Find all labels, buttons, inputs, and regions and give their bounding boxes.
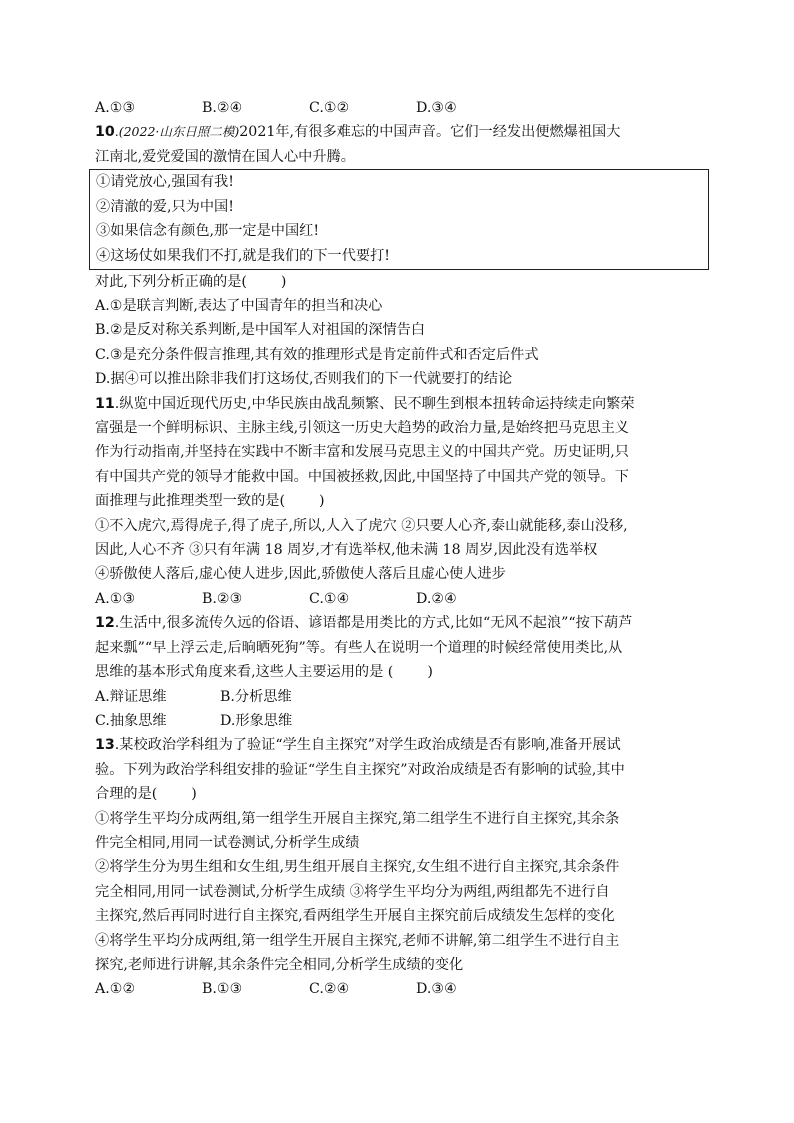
q10-question-close: ) [280,273,287,290]
q10-quote-3: ③如果信念有颜色,那一定是中国红! [96,223,320,240]
exam-page [95,96,710,1002]
q9-option-b[interactable]: B.②④ [202,100,243,116]
q11-line-5 [95,489,710,513]
q12-options-row-2 [95,709,710,733]
q11-option-c[interactable]: C.①④ [309,590,350,607]
q13-line-6: ②将学生分为男生组和女生组,男生组开展自主探究,女生组不进行自主探究,其余条件 [95,859,620,876]
q12-option-d[interactable]: D.形象思维 [220,712,293,729]
q12-close: ) [427,664,433,681]
q12-options-row-1 [95,685,710,709]
q9-option-a[interactable]: A.①③ [95,100,136,116]
q11-line-8: ④骄傲使人落后,虚心使人进步,因此,骄傲使人落后且虚心使人进步 [95,566,506,583]
q13-line-9: ④将学生平均分成两组,第一组学生开展自主探究,老师不讲解,第二组学生不进行自主 [95,932,620,949]
q11-number: 11 [95,395,115,412]
q9-option-c[interactable]: C.①② [309,100,350,116]
q13-line-10: 探究,老师进行讲解,其余条件完全相同,分析学生成绩的变化 [95,956,464,973]
q12-text-3: 思维的基本形式角度来看,这些人主要运用的是 ( [95,664,394,681]
q11-line-4: 有中国共产党的领导才能救中国。中国被拯救,因此,中国坚持了中国共产党的领导。下 [95,468,629,485]
q10-stem-text-1: 2021年,有很多难忘的中国声音。它们一经发出便燃爆祖国大 [239,124,621,141]
q10-option-d[interactable]: D.据④可以推出除非我们打这场仗,否则我们的下一代就要打的结论 [95,371,513,388]
q11-line-6: ①不入虎穴,焉得虎子,得了虎子,所以,人入了虎穴 ②只要人心齐,泰山就能移,泰山没移, [95,517,628,534]
q11-close: ) [318,493,325,510]
q11-line-1 [95,392,710,416]
q13-close: ) [191,786,197,803]
q10-stem-line-1 [95,120,710,144]
q13-line-4: ①将学生平均分成两组,第一组学生开展自主探究,第二组学生不进行自主探究,其余条 [95,810,620,827]
q9-options [95,96,710,120]
q13-text-1: .某校政治学科组为了验证“学生自主探究”对学生政治成绩是否有影响,准备开展试 [114,737,621,754]
q13-line-2: 验。下列为政治学科组安排的验证“学生自主探究”对政治成绩是否有影响的试验,其中 [95,761,625,778]
q13-option-a[interactable]: A.①② [95,981,136,998]
q11-text-1: .纵览中国近现代历史,中华民族由战乱频繁、民不聊生到根本扭转命运持续走向繁荣 [114,395,635,412]
q13-options [95,977,710,1001]
q11-line-3: 作为行动指南,并坚持在实践中不断丰富和发展马克思主义的中国共产党。历史证明,只 [95,444,629,461]
q12-line-2: 起来瓢”“早上浮云走,后晌晒死狗”等。有些人在说明一个道理的时候经常使用类比,从 [95,639,623,656]
q12-line-3 [95,660,710,684]
q11-line-7: 因此,人心不齐 ③只有年满 18 周岁,才有选举权,他未满 18 周岁,因此没有选举权 [95,542,598,559]
q10-option-c[interactable]: C.③是充分条件假言推理,其有效的推理形式是肯定前件式和否定后件式 [95,346,539,363]
q12-line-1 [95,611,710,635]
q11-option-b[interactable]: B.②③ [202,590,243,607]
q10-number: 10 [95,124,115,141]
q12-number: 12 [95,615,115,632]
q10-quote-4: ④这场仗如果我们不打,就是我们的下一代要打! [96,248,390,264]
q12-option-a[interactable]: A.辩证思维 [95,688,167,705]
q10-quote-box [89,169,709,269]
q12-option-c[interactable]: C.抽象思维 [95,712,167,729]
q10-option-a[interactable]: A.①是联言判断,表达了中国青年的担当和决心 [95,298,383,314]
q13-option-d[interactable]: D.③④ [416,981,457,998]
q13-line-3 [95,782,710,806]
q10-source: .(2022·山东日照二模) [114,124,240,140]
q13-option-b[interactable]: B.①③ [202,981,243,998]
q13-line-5: 件完全相同,用同一试卷测试,分析学生成绩 [95,834,360,851]
q13-text-3: 合理的是( [95,786,158,803]
q11-options [95,587,710,611]
q10-option-b[interactable]: B.②是反对称关系判断,是中国军人对祖国的深情告白 [95,322,426,339]
q10-question [95,270,710,294]
q13-line-8: 主探究,然后再同时进行自主探究,看两组学生开展自主探究前后成绩发生怎样的变化 [95,908,615,925]
q11-option-a[interactable]: A.①③ [95,590,136,607]
q12-option-b[interactable]: B.分析思维 [220,688,292,705]
q13-number: 13 [95,737,115,754]
q13-option-c[interactable]: C.②④ [309,981,350,998]
q13-line-1 [95,733,710,757]
q10-quote-2: ②清澈的爱,只为中国! [96,198,234,215]
q10-question-text: 对此,下列分析正确的是( [95,273,247,290]
q11-line-2: 富强是一个鲜明标识、主脉主线,引领这一历史大趋势的政治力量,是始终把马克思主义 [95,420,629,437]
q10-quote-1: ①请党放心,强国有我! [96,174,234,191]
q11-text-5: 面推理与此推理类型一致的是( [95,493,285,510]
q9-option-d[interactable]: D.③④ [416,100,457,116]
q13-line-7: 完全相同,用同一试卷测试,分析学生成绩 ③将学生平均分为两组,两组都先不进行自 [95,883,610,900]
q10-stem-line-2: 江南北,爱党爱国的激情在国人心中升腾。 [95,148,355,165]
q11-option-d[interactable]: D.②④ [416,590,457,607]
q12-text-1: .生活中,很多流传久远的俗语、谚语都是用类比的方式,比如“无风不起浪”“按下葫芦 [114,615,633,632]
